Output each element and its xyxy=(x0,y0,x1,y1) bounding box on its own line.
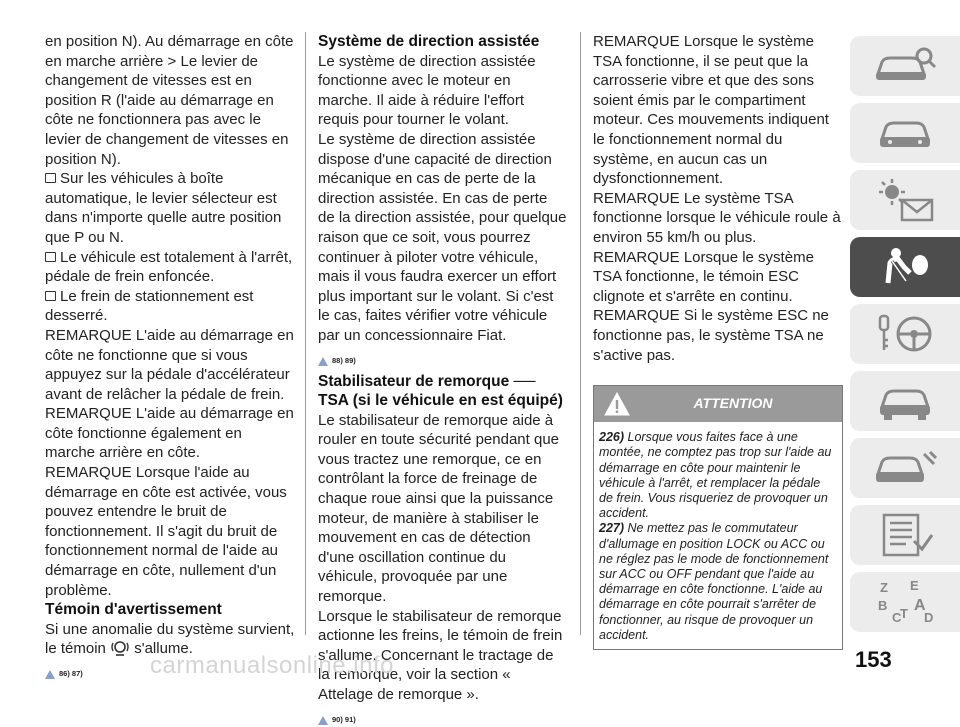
attention-body xyxy=(594,422,842,649)
warning-triangle-icon xyxy=(604,392,630,416)
attention-text: Ne mettez pas le commutateur d'allumage en position LOCK ou ACC ou ne réglez pas le mode de fonctionnement sur ACC ou OFF pendant que l'aide au démarrage en côte fonctionne. L'aide au démarrage en côte pourrait s'arrêter de fonctionner, au risque de provoquer un accident. xyxy=(599,521,829,642)
index-letter: C xyxy=(892,610,902,625)
paragraph: Le stabilisateur de remorque aide à rouler en toute sécurité pendant que vous tractez une remorque, ce en contrôlant la force de freinage de chaque roue ainsi que la puissance moteur, de manière à stabiliser le mouvement en cas de détection d'une oscillation continue du véhicule, provoquée par une remorque. xyxy=(318,411,560,606)
paragraph: en position N). Au démarrage en côte en marche arrière > Le levier de changement de vitesses est en position R (l'aide au démarrage en côte ne fonctionnera pas avec le levier de changement de vitesses en position N). xyxy=(45,33,294,168)
checkbox-bullet-icon xyxy=(45,252,56,262)
alphabet-index-icon xyxy=(870,578,940,626)
bullet-text: Le véhicule est totalement à l'arrêt, pédale de frein enfoncée. xyxy=(45,248,293,286)
index-letter: E xyxy=(910,578,919,593)
bullet-text: Sur les véhicules à boîte automatique, le levier sélecteur est dans n'importe quelle autre position que P ou N. xyxy=(45,170,282,246)
page-number: 153 xyxy=(855,647,892,672)
checklist-icon xyxy=(870,511,940,559)
tab-car-magnifier[interactable] xyxy=(850,36,960,96)
remark: REMARQUE Lorsque le système TSA fonctionne, le témoin ESC clignote et s'arrête en continu. xyxy=(593,248,814,305)
remark: REMARQUE L'aide au démarrage en côte ne fonctionne que si vous appuyez sur la pédale d'accélérateur avant de relâcher la pédale de frein. xyxy=(45,326,294,403)
remark: REMARQUE Si le système ESC ne fonctionne pas, le système TSA ne s'active pas. xyxy=(593,307,829,364)
paragraph: Le système de direction assistée dispose d'une capacité de direction mécanique en cas de perte de la direction assistée. En cas de perte de la direction assistée, pour quelque raison que ce soit, vous pourrez continuer à piloter votre véhicule, mais il vous faudra exercer un effort plus important sur le volant. Si c'est le cas, faites vérifier votre véhicule par un concessionnaire Fiat. xyxy=(318,130,567,344)
attention-number: 226) xyxy=(599,430,625,445)
tab-key-steering[interactable] xyxy=(850,304,960,364)
attention-item xyxy=(599,521,837,643)
attention-number: 227) xyxy=(599,521,625,536)
car-front-icon xyxy=(870,377,940,425)
tab-warning-lights[interactable] xyxy=(850,170,960,230)
column-divider xyxy=(580,32,581,635)
remark: REMARQUE L'aide au démarrage en côte fonctionne également en marche arrière en côte. xyxy=(45,405,294,462)
reference-numbers: 88) 89) xyxy=(332,355,356,365)
reference-numbers: 90) 91) xyxy=(332,714,356,724)
attention-item xyxy=(599,430,837,521)
paragraph: Lorsque le stabilisateur de remorque actionne les freins, le témoin de frein s'allume. Concernant le tractage de la remorque, voir la section « Attelage de remorque ». xyxy=(318,607,563,703)
remark: REMARQUE Lorsque l'aide au démarrage en côte est activée, vous pouvez entendre le bruit de fonctionnement. Il s'agit du bruit de fonctionnement normal de l'aide au démarrage en côte, nullement d'un problème. xyxy=(45,464,287,599)
brake-warning-icon xyxy=(110,640,130,658)
section-heading: Système de direction assistée xyxy=(318,33,540,50)
index-letter: A xyxy=(914,597,926,614)
seatbelt-airbag-icon xyxy=(870,243,940,291)
tab-checklist[interactable] xyxy=(850,505,960,565)
column-1 xyxy=(45,32,295,681)
column-3 xyxy=(593,32,843,650)
attention-text: Lorsque vous faites face à une montée, ne comptez pas trop sur l'aide au démarrage en côte pour maintenir le véhicule à l'arrêt, et remplacer la pédale de frein. Vous risqueriez de provoquer un accident. xyxy=(599,430,832,521)
section-heading: Stabilisateur de remorque ── TSA (si le véhicule en est équipé) xyxy=(318,372,563,410)
checkbox-bullet-icon xyxy=(45,291,56,301)
key-steering-wheel-icon xyxy=(870,310,940,358)
paragraph-text: Si une anomalie du système survient, le témoin xyxy=(45,620,295,658)
attention-title: ATTENTION xyxy=(693,395,773,412)
car-tools-icon xyxy=(870,444,940,492)
attention-header xyxy=(594,386,842,422)
warning-light-envelope-icon xyxy=(870,176,940,224)
bullet-item xyxy=(45,248,295,287)
bullet-item xyxy=(45,287,295,326)
column-2 xyxy=(318,32,568,727)
tab-safety[interactable] xyxy=(850,237,960,297)
section-heading: Témoin d'avertissement xyxy=(45,601,222,619)
paragraph: Le système de direction assistée fonctionne avec le moteur en marche. Il aide à réduire l'effort requis pour tourner le volant. xyxy=(318,52,536,129)
warning-triangle-icon xyxy=(318,716,328,725)
remark: REMARQUE Le système TSA fonctionne lorsque le véhicule roule à environ 55 km/h ou plus. xyxy=(593,189,841,246)
tab-car-dashboard[interactable] xyxy=(850,103,960,163)
index-letter: D xyxy=(924,610,934,625)
bullet-text: Le frein de stationnement est desserré. xyxy=(45,287,254,325)
warning-triangle-icon xyxy=(318,357,328,366)
tab-car-front[interactable] xyxy=(850,371,960,431)
index-letter: Z xyxy=(880,580,888,595)
tab-car-tools[interactable] xyxy=(850,438,960,498)
index-letter: T xyxy=(900,606,908,621)
index-letter: B xyxy=(878,598,888,613)
paragraph-text: s'allume. xyxy=(134,640,193,658)
car-magnifier-icon xyxy=(870,42,940,90)
car-dashboard-icon xyxy=(870,109,940,157)
bullet-item xyxy=(45,169,295,247)
watermark: carmanualsonline.info xyxy=(150,652,394,679)
reference-notes xyxy=(318,346,568,368)
column-divider xyxy=(305,32,306,635)
checkbox-bullet-icon xyxy=(45,173,56,183)
attention-box xyxy=(593,385,843,650)
reference-notes xyxy=(318,705,568,727)
reference-numbers: 86) 87) xyxy=(59,669,83,678)
remark: REMARQUE Lorsque le système TSA fonctionne, il se peut que la carrosserie vibre et que des sons soient émis par le compartiment moteur. Ces mouvements indiquent le fonctionnement normal du système, en aucun cas un dysfonctionnement. xyxy=(593,33,829,188)
tab-alphabetical-index[interactable] xyxy=(850,572,960,632)
